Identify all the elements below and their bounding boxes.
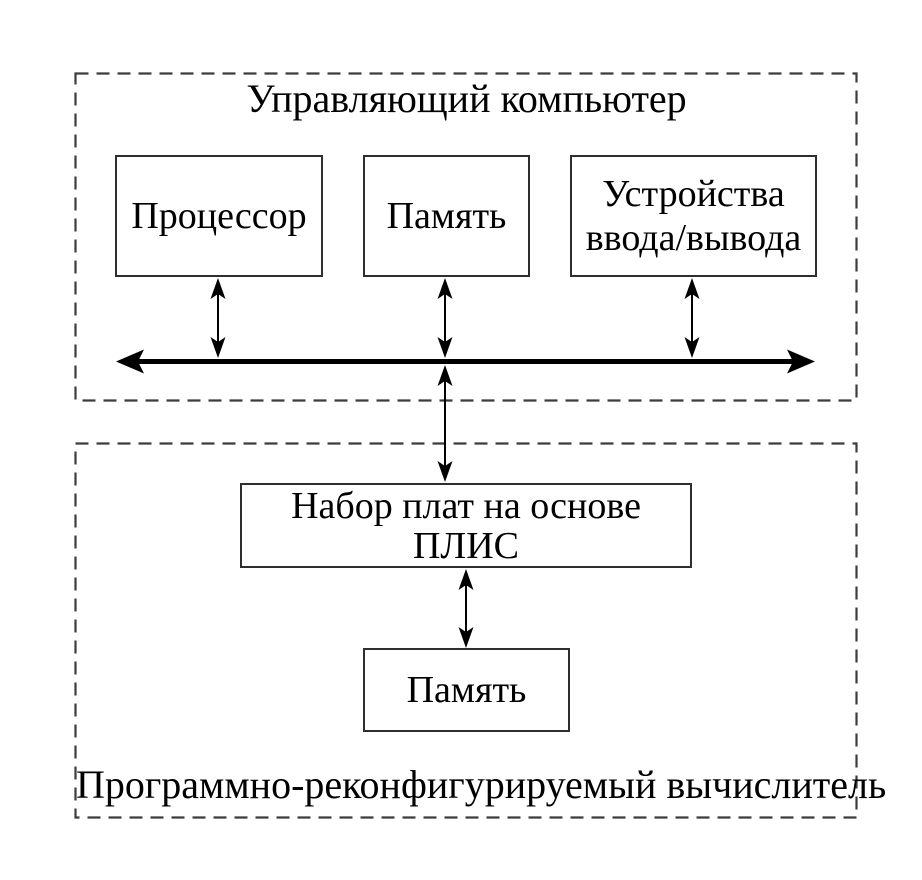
io-devices-label-line1: Устройства <box>602 173 785 215</box>
io-devices-box <box>570 155 817 277</box>
processor-label: Процессор <box>131 195 307 237</box>
memory-bottom-label: Память <box>406 669 527 711</box>
processor-box <box>115 155 323 277</box>
fpga-boards-label-line2: ПЛИС <box>412 524 519 567</box>
control-computer-title: Управляющий компьютер <box>246 76 687 121</box>
memory-bus-arrow <box>438 278 453 358</box>
fpga-boards-box <box>240 483 692 568</box>
memory-label: Память <box>386 195 507 237</box>
memory-box <box>363 155 530 277</box>
memory-box-bottom <box>363 648 570 732</box>
fpga-memory-arrow <box>459 569 474 648</box>
bus-fpga-arrow <box>438 365 453 482</box>
io-devices-label-line2: ввода/вывода <box>585 217 802 259</box>
fpga-boards-label-line1: Набор плат на основе <box>291 484 641 527</box>
reconfigurable-computer-title: Программно-реконфигурируемый вычислитель <box>76 762 887 807</box>
io-devices-label <box>586 172 802 260</box>
io-bus-arrow <box>685 278 700 358</box>
fpga-boards-label <box>291 486 641 566</box>
processor-bus-arrow <box>211 278 226 358</box>
